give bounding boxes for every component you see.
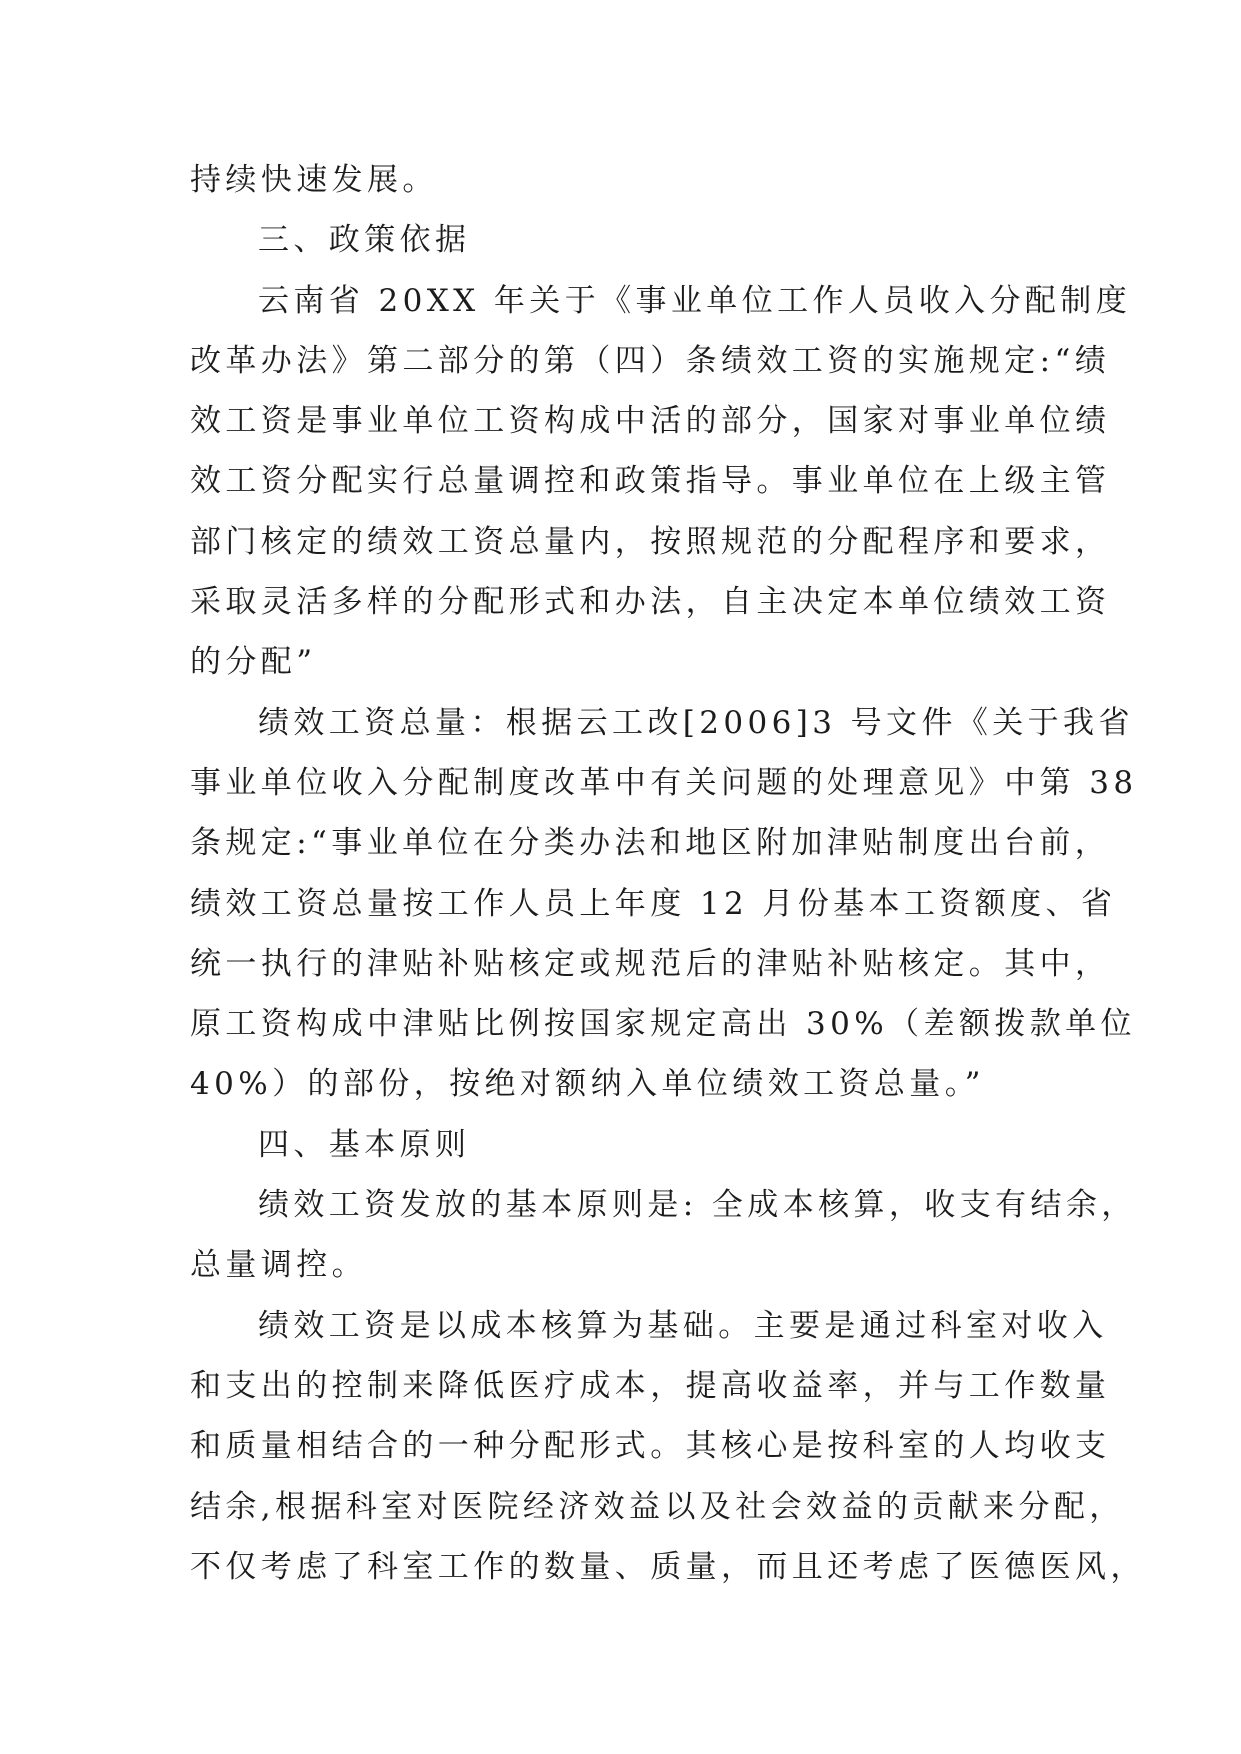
text-line: 改革办法》第二部分的第（四）条绩效工资的实施规定:“绩 <box>190 342 1111 379</box>
text-line: 和支出的控制来降低医疗成本，提高收益率，并与工作数量 <box>190 1367 1111 1404</box>
text-line: 的分配” <box>190 644 317 681</box>
text-line: 40%）的部份，按绝对额纳入单位绩效工资总量。” <box>190 1066 985 1103</box>
text-line: 不仅考虑了科室工作的数量、质量，而且还考虑了医德医风， <box>190 1548 1146 1585</box>
text-line: 效工资是事业单位工资构成中活的部分，国家对事业单位绩 <box>190 403 1111 440</box>
text-line: 总量调控。 <box>190 1247 367 1284</box>
text-line: 绩效工资总量：根据云工改[2006]3 号文件《关于我省 <box>258 704 1134 741</box>
text-line: 持续快速发展。 <box>190 162 438 198</box>
text-line: 结余,根据科室对医院经济效益以及社会效益的贡献来分配， <box>190 1488 1125 1525</box>
text-line: 统一执行的津贴补贴核定或规范后的津贴补贴核定。其中， <box>190 945 1111 982</box>
text-line: 绩效工资是以成本核算为基础。主要是通过科室对收入 <box>258 1307 1108 1344</box>
text-line: 条规定:“事业单位在分类办法和地区附加津贴制度出台前， <box>190 825 1111 862</box>
text-line: 采取灵活多样的分配形式和办法，自主决定本单位绩效工资 <box>190 584 1111 621</box>
text-line: 事业单位收入分配制度改革中有关问题的处理意见》中第 38 <box>190 764 1138 801</box>
section-heading-basic-principles: 四、基本原则 <box>258 1126 471 1163</box>
text-line: 绩效工资总量按工作人员上年度 12 月份基本工资额度、省 <box>190 885 1117 922</box>
text-line: 效工资分配实行总量调控和政策指导。事业单位在上级主管 <box>190 463 1111 500</box>
text-line: 原工资构成中津贴比例按国家规定高出 30%（差额拨款单位 <box>190 1006 1136 1043</box>
text-line: 和质量相结合的一种分配形式。其核心是按科室的人均收支 <box>190 1428 1111 1465</box>
text-line: 绩效工资发放的基本原则是: 全成本核算，收支有结余， <box>258 1187 1137 1224</box>
text-line: 云南省 20XX 年关于《事业单位工作人员收入分配制度 <box>258 282 1132 319</box>
section-heading-policy-basis: 三、政策依据 <box>258 222 471 259</box>
document-body <box>190 150 1146 1597</box>
text-line: 部门核定的绩效工资总量内，按照规范的分配程序和要求， <box>190 523 1111 560</box>
